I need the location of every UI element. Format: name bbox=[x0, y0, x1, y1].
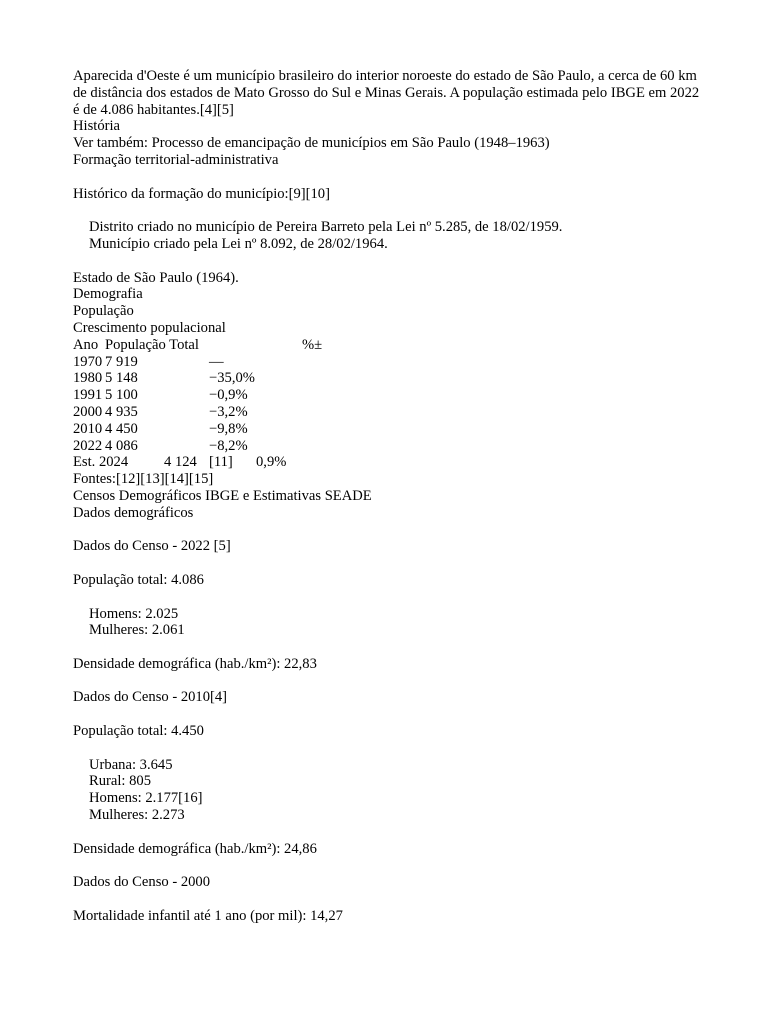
table-cell-year: 2010 bbox=[73, 420, 103, 437]
intro-paragraph: Aparecida d'Oeste é um município brasileiro do interior noroeste do estado de São Paulo, a cerca de 60 km de distância dos estados de Mato Grosso do Sul e Minas Gerais. A população estimada pelo IBGE em 2022 é de 4.086 habitantes.[4][5] bbox=[73, 68, 700, 118]
table-header-row bbox=[73, 337, 703, 354]
section-heading-historia: História bbox=[73, 118, 121, 135]
see-also-link[interactable]: Ver também: Processo de emancipação de municípios em São Paulo (1948–1963) bbox=[73, 135, 550, 152]
list-item: Rural: 805 bbox=[89, 773, 152, 790]
table-row bbox=[73, 438, 703, 455]
historico-text: Histórico da formação do município:[9][10] bbox=[73, 185, 330, 202]
table-cell-population: 5 148 bbox=[105, 370, 138, 387]
table-cell-change: −35,0% bbox=[209, 370, 255, 387]
table-caption: Crescimento populacional bbox=[73, 319, 226, 336]
list-item: Mulheres: 2.061 bbox=[89, 622, 185, 639]
table-cell-change: −3,2% bbox=[209, 403, 248, 420]
historico-item: Distrito criado no município de Pereira Barreto pela Lei nº 5.285, de 18/02/1959. bbox=[89, 219, 563, 236]
censo-2010-total: População total: 4.450 bbox=[73, 723, 204, 740]
table-cell-population: 5 100 bbox=[105, 387, 138, 404]
list-item: Urbana: 3.645 bbox=[89, 756, 173, 773]
table-row bbox=[73, 354, 703, 371]
table-cell-year: 1980 bbox=[73, 370, 103, 387]
table-row-estimate bbox=[73, 454, 703, 471]
table-row bbox=[73, 370, 703, 387]
historico-item: Município criado pela Lei nº 8.092, de 28/02/1964. bbox=[89, 235, 388, 252]
table-cell-year: 2022 bbox=[73, 437, 103, 454]
estado-text: Estado de São Paulo (1964). bbox=[73, 269, 239, 286]
table-cell-population: 4 124 bbox=[164, 454, 197, 471]
table-header: %± bbox=[302, 336, 323, 353]
reference-link[interactable]: [11] bbox=[209, 454, 233, 471]
censo-2022-total: População total: 4.086 bbox=[73, 571, 204, 588]
table-row bbox=[73, 421, 703, 438]
table-cell-year: Est. 2024 bbox=[73, 454, 129, 471]
section-heading-demografia: Demografia bbox=[73, 286, 143, 303]
list-item: Homens: 2.025 bbox=[89, 605, 179, 622]
table-cell-year: 1970 bbox=[73, 353, 103, 370]
table-cell-population: 4 450 bbox=[105, 420, 138, 437]
censo-2000-mortality: Mortalidade infantil até 1 ano (por mil): 14,27 bbox=[73, 907, 343, 924]
censo-2022-title: Dados do Censo - 2022 [5] bbox=[73, 538, 231, 555]
censo-2010-density: Densidade demográfica (hab./km²): 24,86 bbox=[73, 840, 317, 857]
table-cell-change: 0,9% bbox=[256, 454, 287, 471]
table-cell-year: 2000 bbox=[73, 403, 103, 420]
table-cell-population: 7 919 bbox=[105, 353, 138, 370]
table-row bbox=[73, 387, 703, 404]
censo-2000-title: Dados do Censo - 2000 bbox=[73, 874, 211, 891]
table-header: População Total bbox=[105, 336, 199, 353]
table-cell-change: — bbox=[209, 353, 224, 370]
table-cell-population: 4 935 bbox=[105, 403, 138, 420]
section-heading-populacao: População bbox=[73, 303, 134, 320]
censo-2022-density: Densidade demográfica (hab./km²): 22,83 bbox=[73, 655, 317, 672]
list-item: Mulheres: 2.273 bbox=[89, 807, 185, 824]
censo-2010-title: Dados do Censo - 2010[4] bbox=[73, 689, 228, 706]
table-sources: Fontes:[12][13][14][15] bbox=[73, 471, 214, 488]
document-page bbox=[73, 68, 703, 925]
population-table bbox=[73, 337, 703, 471]
table-cell-change: −8,2% bbox=[209, 437, 248, 454]
table-row bbox=[73, 404, 703, 421]
table-cell-change: −0,9% bbox=[209, 387, 248, 404]
table-source-note: Censos Demográficos IBGE e Estimativas SEADE bbox=[73, 487, 372, 504]
table-header: Ano bbox=[73, 336, 99, 353]
section-heading-dados: Dados demográficos bbox=[73, 504, 194, 521]
table-cell-population: 4 086 bbox=[105, 437, 138, 454]
table-cell-change: −9,8% bbox=[209, 420, 248, 437]
table-cell-year: 1991 bbox=[73, 387, 103, 404]
list-item: Homens: 2.177[16] bbox=[89, 790, 203, 807]
section-heading-formacao: Formação territorial-administrativa bbox=[73, 151, 279, 168]
